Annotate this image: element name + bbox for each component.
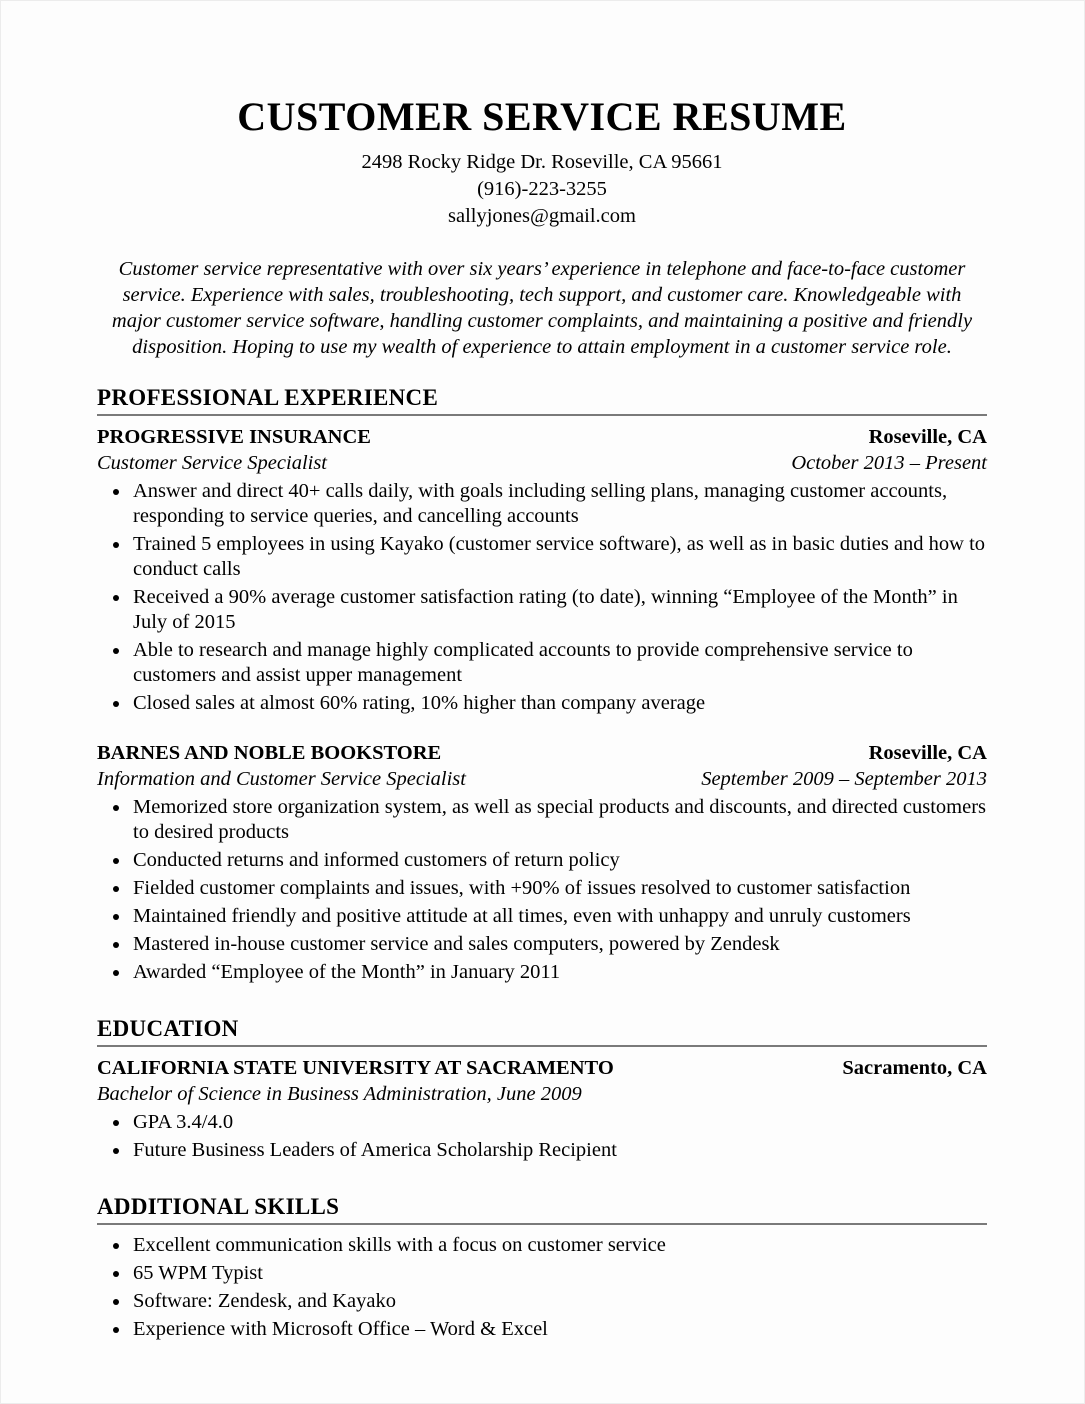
education-bullet: • Future Business Leaders of America Scholarship Recipient	[131, 1138, 987, 1163]
skill-bullet: • Software: Zendesk, and Kayako	[131, 1289, 987, 1314]
education-header-row	[97, 1055, 987, 1081]
job-bullet-list	[97, 795, 987, 985]
section-heading-experience: PROFESSIONAL EXPERIENCE	[97, 384, 987, 416]
company-name: PROGRESSIVE INSURANCE	[97, 426, 371, 448]
section-heading-education: EDUCATION	[97, 1015, 987, 1047]
job-bullet: • Conducted returns and informed customers of return policy	[131, 848, 987, 873]
education-bullet-list	[97, 1110, 987, 1163]
company-name: BARNES AND NOBLE BOOKSTORE	[97, 742, 442, 764]
job-header-row	[97, 740, 987, 766]
skill-bullet: • 65 WPM Typist	[131, 1261, 987, 1286]
job-location: Roseville, CA	[868, 426, 987, 448]
job-title: Customer Service Specialist	[97, 452, 328, 474]
job-bullet: • Closed sales at almost 60% rating, 10% higher than company average	[131, 691, 987, 716]
job-entry-barnes-and-noble	[97, 740, 987, 985]
education-entry	[97, 1055, 987, 1163]
section-education	[97, 1015, 987, 1163]
contact-email: sallyjones@gmail.com	[448, 205, 636, 227]
skill-bullet: • Excellent communication skills with a focus on customer service	[131, 1233, 987, 1258]
job-title: Information and Customer Service Specialist	[97, 768, 466, 790]
skills-bullet-list	[97, 1233, 987, 1342]
job-bullet: • Awarded “Employee of the Month” in January 2011	[131, 960, 987, 985]
contact-phone: (916)-223-3255	[477, 178, 607, 200]
job-bullet: • Fielded customer complaints and issues, with +90% of issues resolved to customer satisfaction	[131, 876, 987, 901]
job-bullet: • Received a 90% average customer satisfaction rating (to date), winning “Employee of the Month” in July of 2015	[131, 585, 987, 635]
job-header-row	[97, 424, 987, 450]
degree-name: Bachelor of Science in Business Administration, June 2009	[97, 1083, 582, 1105]
job-dates: September 2009 – September 2013	[701, 768, 987, 790]
job-bullet: • Maintained friendly and positive attitude at all times, even with unhappy and unruly customers	[131, 904, 987, 929]
resume-header	[97, 93, 987, 230]
job-dates: October 2013 – Present	[791, 452, 987, 474]
job-bullet: • Memorized store organization system, as well as special products and discounts, and directed customers to desired products	[131, 795, 987, 845]
job-bullet: • Able to research and manage highly complicated accounts to provide comprehensive service to customers and assist upper management	[131, 638, 987, 688]
job-bullet: • Answer and direct 40+ calls daily, with goals including selling plans, managing customer accounts, responding to service queries, and cancelling accounts	[131, 479, 987, 529]
job-subheader-row	[97, 766, 987, 792]
job-subheader-row	[97, 450, 987, 476]
school-name: CALIFORNIA STATE UNIVERSITY AT SACRAMENTO	[97, 1057, 614, 1079]
school-location: Sacramento, CA	[842, 1057, 987, 1079]
contact-address: 2498 Rocky Ridge Dr. Roseville, CA 95661	[361, 151, 723, 173]
section-heading-skills: ADDITIONAL SKILLS	[97, 1193, 987, 1225]
skill-bullet: • Experience with Microsoft Office – Word & Excel	[131, 1317, 987, 1342]
job-location: Roseville, CA	[868, 742, 987, 764]
summary-paragraph: Customer service representative with over six years’ experience in telephone and face-to-face customer service. Experience with sales, troubleshooting, tech support, and customer care. Knowledgeable with major customer service software, handling customer complaints, and maintaining a positive and friendly disposition. Hoping to use my wealth of experience to attain employment in a customer service role.	[111, 258, 973, 358]
section-professional-experience	[97, 384, 987, 985]
job-bullet: • Mastered in-house customer service and sales computers, powered by Zendesk	[131, 932, 987, 957]
section-additional-skills	[97, 1193, 987, 1342]
job-entry-progressive-insurance	[97, 424, 987, 716]
page-title: CUSTOMER SERVICE RESUME	[237, 94, 847, 139]
education-bullet: • GPA 3.4/4.0	[131, 1110, 987, 1135]
job-bullet-list	[97, 479, 987, 716]
job-bullet: • Trained 5 employees in using Kayako (customer service software), as well as in basic duties and how to conduct calls	[131, 532, 987, 582]
education-degree-row	[97, 1081, 987, 1107]
